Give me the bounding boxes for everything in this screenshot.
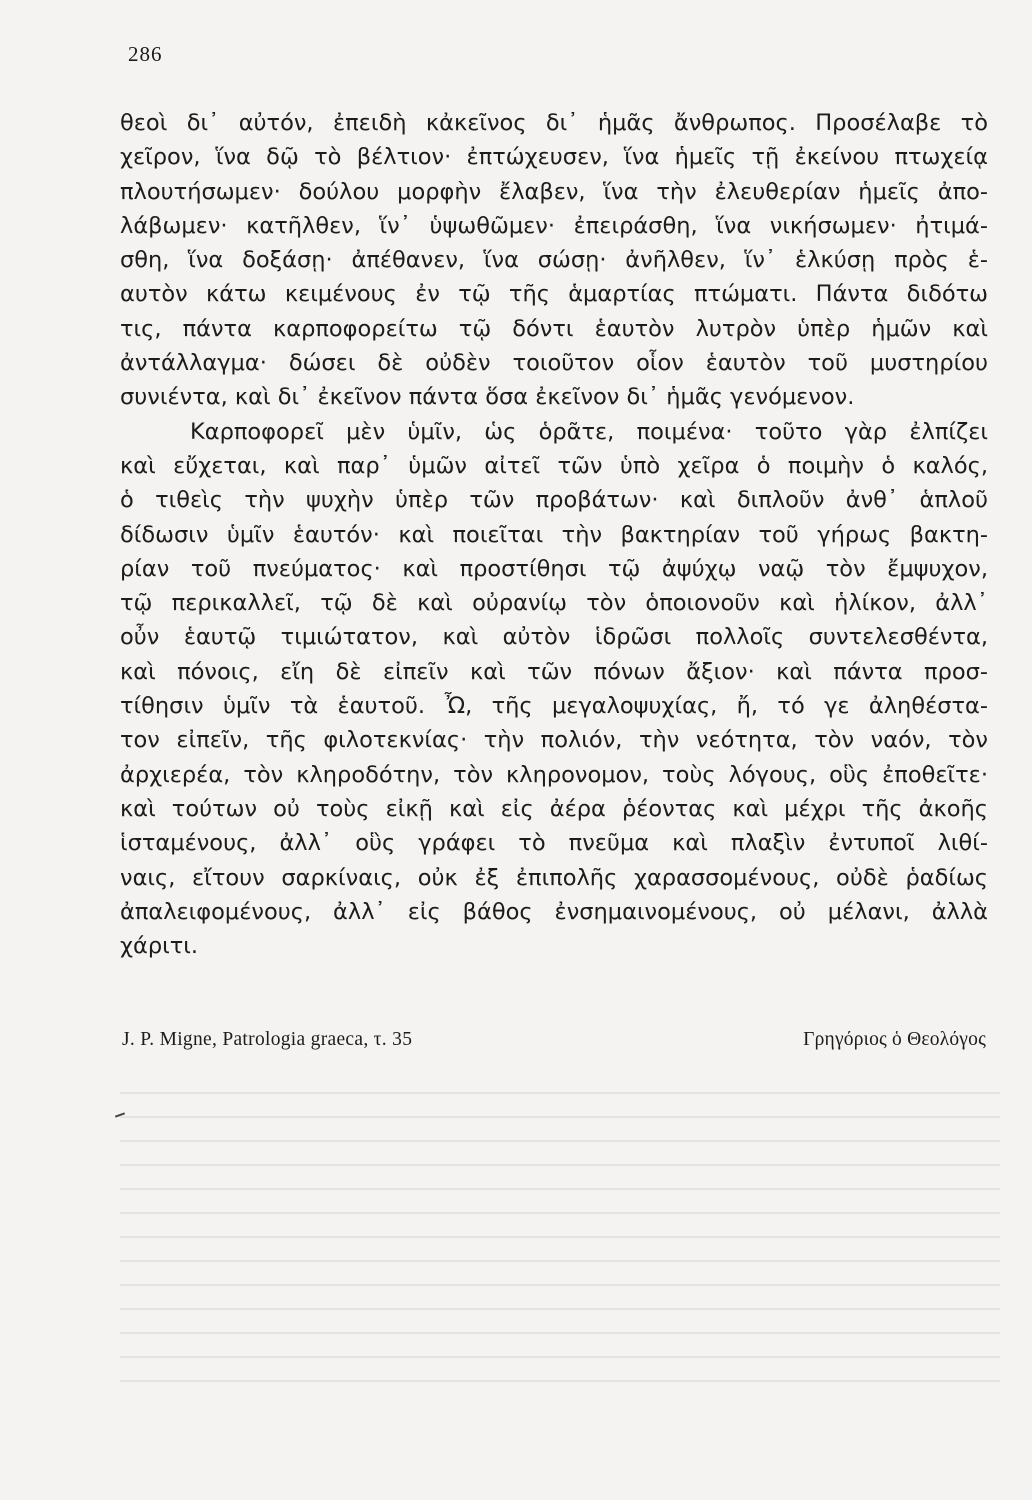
text-line: ρίαν τοῦ πνεύματος· καὶ προστίθησι τῷ ἀψύχῳ ναῷ τὸν ἔμψυχον, xyxy=(120,555,988,582)
text-line: λάβωμεν· κατῆλθεν, ἵν᾽ ὑψωθῶμεν· ἐπειράσθη, ἵνα νικήσωμεν· ἠτιμά- xyxy=(120,212,988,239)
text-line: σθη, ἵνα δοξάσῃ· ἀπέθανεν, ἵνα σώσῃ· ἀνῆλθεν, ἵν᾽ ἑλκύσῃ πρὸς ἑ- xyxy=(120,247,988,274)
text-line: ἀρχιερέα, τὸν κληροδότην, τὸν κληρονομον, τοὺς λόγους, οὓς ἐποθεῖτε· xyxy=(120,761,988,788)
text-line: χεῖρον, ἵνα δῷ τὸ βέλτιον· ἐπτώχευσεν, ἵνα ἡμεῖς τῇ ἐκείνου πτωχείᾳ xyxy=(120,144,988,171)
text-line: τις, πάντα καρποφορείτω τῷ δόντι ἑαυτὸν λυτρὸν ὑπὲρ ἡμῶν καὶ xyxy=(120,315,988,342)
text-line: ἀπαλειφομένους, ἀλλ᾽ εἰς βάθος ἐνσημαινομένους, οὐ μέλανι, ἀλλὰ xyxy=(120,898,988,925)
text-line: οὖν ἑαυτῷ τιμιώτατον, καὶ αὐτὸν ἱδρῶσι πολλοῖς συντελεσθέντα, xyxy=(120,624,988,651)
text-line: συνιέντα, καὶ δι᾽ ἐκεῖνον πάντα ὅσα ἐκεῖνον δι᾽ ἡμᾶς γενόμενον. xyxy=(120,384,855,411)
text-line: ἀντάλλαγμα· δώσει δὲ οὐδὲν τοιοῦτον οἷον ἑαυτὸν τοῦ μυστηρίου xyxy=(120,350,988,377)
text-line: ἱσταμένους, ἀλλ᾽ οὓς γράφει τὸ πνεῦμα καὶ πλαξὶν ἐντυποῖ λιθί- xyxy=(120,830,988,857)
text-line: τῷ περικαλλεῖ, τῷ δὲ καὶ οὐρανίῳ τὸν ὁποιονοῦν καὶ ἡλίκον, ἀλλ᾽ xyxy=(120,590,988,617)
text-line: τίθησιν ὑμῖν τὰ ἑαυτοῦ. Ὦ, τῆς μεγαλοψυχίας, ἤ, τό γε ἀληθέστα- xyxy=(120,693,988,720)
author-attribution: Γρηγόριος ὁ Θεολόγος xyxy=(803,1029,986,1050)
body-text xyxy=(120,106,988,963)
text-line: αυτὸν κάτω κειμένους ἐν τῷ τῆς ἁμαρτίας πτώματι. Πάντα διδότω xyxy=(120,281,988,308)
text-line: θεοὶ δι᾽ αὐτόν, ἐπειδὴ κἀκεῖνος δι᾽ ἡμᾶς ἄνθρωπος. Προσέλαβε τὸ xyxy=(120,110,988,136)
bleed-through-texture xyxy=(120,1070,1000,1400)
text-line: καὶ πόνοις, εἴη δὲ εἰπεῖν καὶ τῶν πόνων ἄξιον· καὶ πάντα προσ- xyxy=(120,658,988,685)
text-line: καὶ εὔχεται, καὶ παρ᾽ ὑμῶν αἰτεῖ τῶν ὑπὸ χεῖρα ὁ ποιμὴν ὁ καλός, xyxy=(120,452,988,479)
text-line: καὶ τούτων οὐ τοὺς εἰκῇ καὶ εἰς ἀέρα ῥέοντας καὶ μέχρι τῆς ἀκοῆς xyxy=(120,795,988,822)
text-line: δίδωσιν ὑμῖν ἑαυτόν· καὶ ποιεῖται τὴν βακτηρίαν τοῦ γήρως βακτη- xyxy=(120,521,988,548)
paragraph-start-line: Καρποφορεῖ μὲν ὑμῖν, ὡς ὁρᾶτε, ποιμένα· τοῦτο γὰρ ἐλπίζει xyxy=(190,418,988,445)
text-line: τον εἰπεῖν, τῆς φιλοτεκνίας· τὴν πολιόν, τὴν νεότητα, τὸν ναόν, τὸν xyxy=(120,727,988,754)
page-number: 286 xyxy=(128,42,163,66)
text-line: πλουτήσωμεν· δούλου μορφὴν ἔλαβεν, ἵνα τὴν ἐλευθερίαν ἡμεῖς ἀπο- xyxy=(120,178,988,205)
text-line: χάριτι. xyxy=(120,933,199,960)
text-line: ὁ τιθεὶς τὴν ψυχὴν ὑπὲρ τῶν προβάτων· καὶ διπλοῦν ἀνθ᾽ ἁπλοῦ xyxy=(120,487,988,514)
text-line: ναις, εἴτουν σαρκίναις, οὐκ ἐξ ἐπιπολῆς χαρασσομένους, οὐδὲ ῥαδίως xyxy=(120,864,988,891)
source-citation: J. P. Migne, Patrologia graeca, τ. 35 xyxy=(122,1029,413,1050)
